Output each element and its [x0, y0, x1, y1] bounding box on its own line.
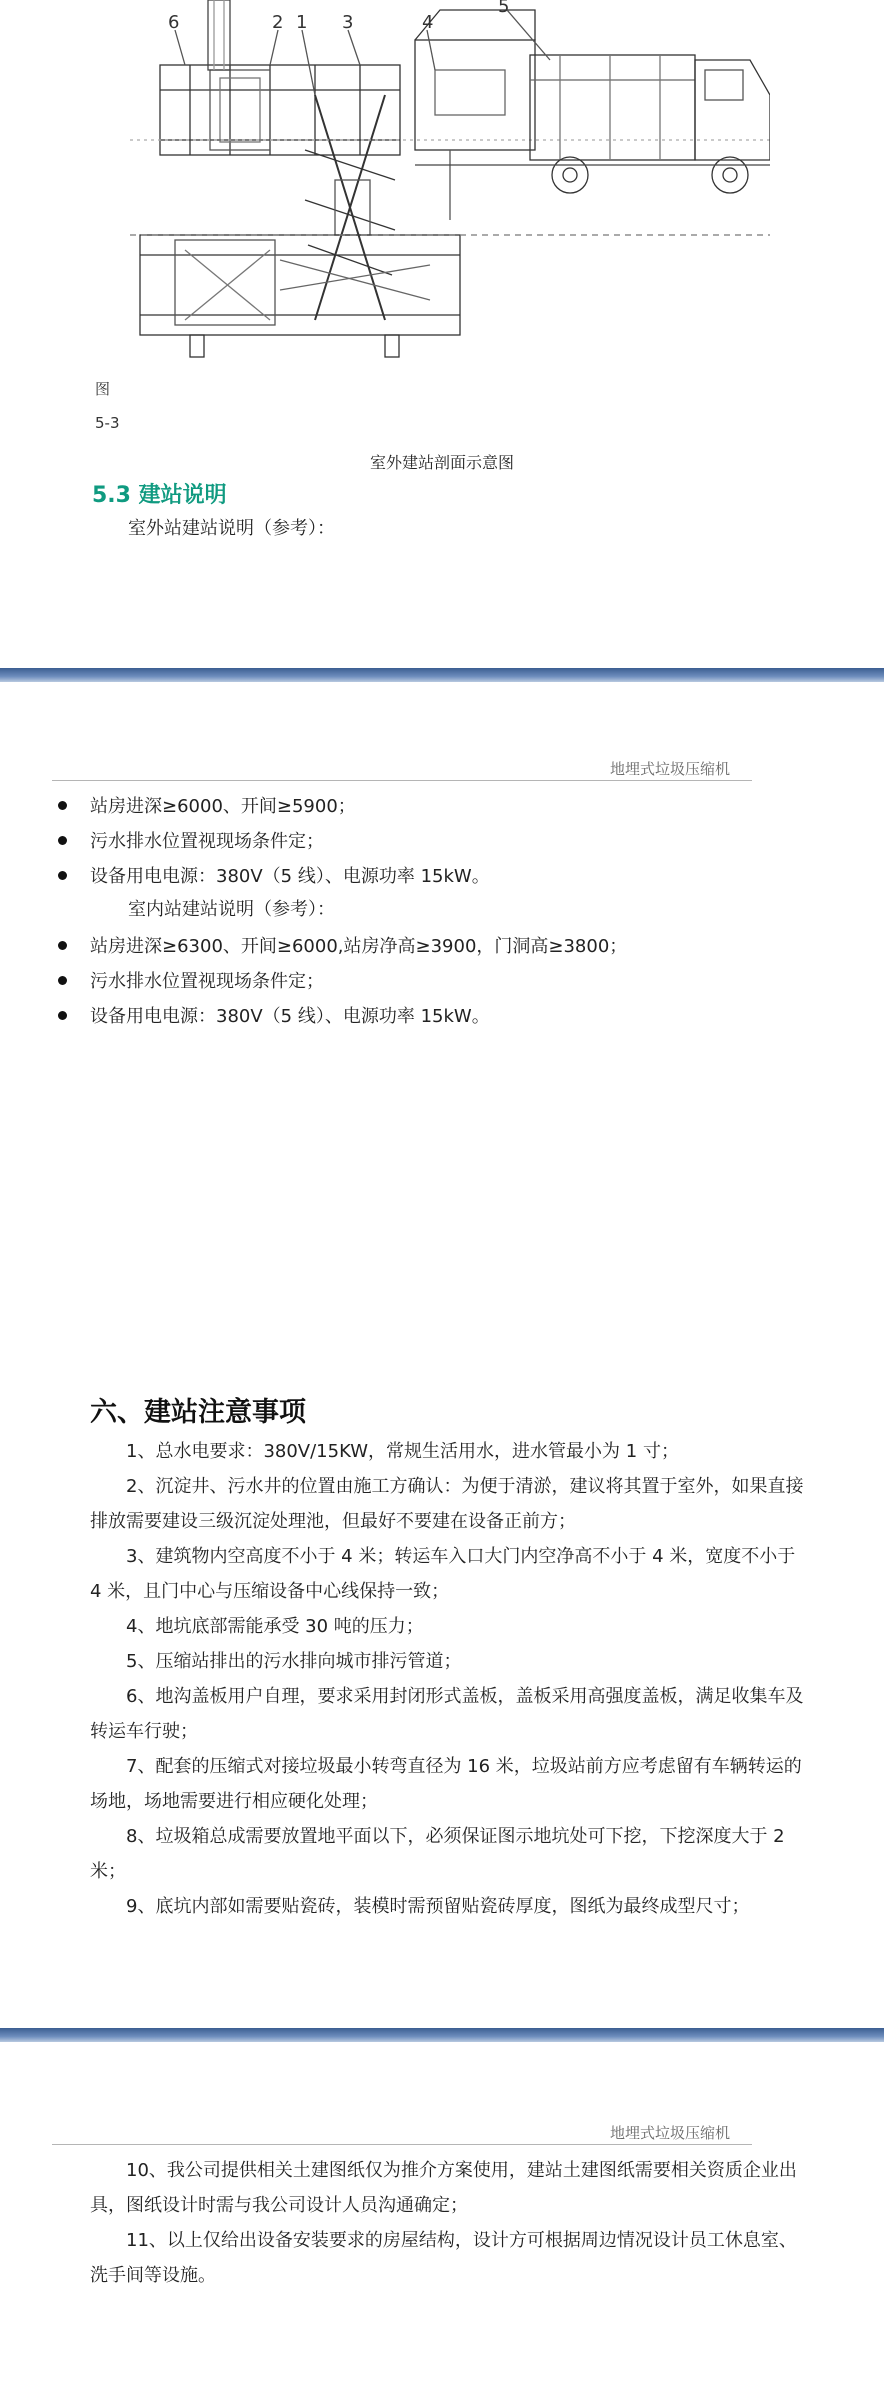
figure-label-1: 1: [296, 12, 308, 33]
notice-item: 3、建筑物内空高度不小于 4 米；转运车入口大门内空净高不小于 4 米，宽度不小于 4 米，且门中心与压缩设备中心线保持一致；: [90, 1546, 796, 1602]
indoor-bullet-item: 污水排水位置视现场条件定；: [90, 971, 324, 992]
notice-item: 7、配套的压缩式对接垃圾最小转弯直径为 16 米，垃圾站前方应考虑留有车辆转运的场地，场地需要进行相应硬化处理；: [90, 1756, 802, 1812]
notice-item: 2、沉淀井、污水井的位置由施工方确认：为便于清淤，建议将其置于室外，如果直接排放需要建设三级沉淀处理池，但最好不要建在设备正前方；: [90, 1476, 804, 1532]
figure-caption-title: 室外建站剖面示意图: [369, 453, 514, 472]
bullet-icon: [58, 976, 67, 985]
bullet-icon: [58, 871, 67, 880]
notice-item: 9、底坑内部如需要贴瓷砖，装模时需预留贴瓷砖厚度，图纸为最终成型尺寸；: [126, 1896, 750, 1917]
outdoor-station-intro: 室外站建站说明（参考）：: [128, 518, 335, 539]
page-header-title: 地埋式垃圾压缩机: [610, 760, 731, 778]
notice-item: 10、我公司提供相关土建图纸仅为推介方案使用，建站土建图纸需要相关资质企业出具，图纸设计时需与我公司设计人员沟通确定；: [90, 2160, 797, 2216]
page-break-band: [0, 668, 884, 682]
notice-item: 4、地坑底部需能承受 30 吨的压力；: [126, 1616, 424, 1637]
station-section-diagram: [130, 0, 770, 375]
outdoor-bullet-item: 站房进深≥6000、开间≥5900；: [90, 796, 356, 817]
notice-item: 5、压缩站排出的污水排向城市排污管道；: [126, 1651, 462, 1672]
notice-item: 8、垃圾箱总成需要放置地平面以下，必须保证图示地坑处可下挖，下挖深度大于 2 米；: [90, 1826, 785, 1882]
indoor-bullet-item: 设备用电电源：380V（5 线）、电源功率 15kW。: [90, 1006, 490, 1027]
page-break-band: [0, 2028, 884, 2042]
figure-label-4: 4: [422, 12, 434, 33]
page-header-divider: [52, 780, 752, 781]
section-6-title: 六、建站注意事项: [90, 1397, 306, 1428]
figure-label-6: 6: [168, 12, 180, 33]
bullet-icon: [58, 801, 67, 810]
figure-label-3: 3: [342, 12, 354, 33]
outdoor-bullet-item: 设备用电电源：380V（5 线）、电源功率 15kW。: [90, 866, 490, 887]
bullet-icon: [58, 836, 67, 845]
notice-item: 11、以上仅给出设备安装要求的房屋结构，设计方可根据周边情况设计员工休息室、洗手间等设施。: [90, 2230, 797, 2286]
notice-item: 1、总水电要求：380V/15KW，常规生活用水，进水管最小为 1 寸；: [126, 1441, 679, 1462]
figure-caption-number: 5-3: [95, 414, 120, 432]
figure-caption-prefix: 图: [95, 380, 111, 398]
indoor-station-intro: 室内站建站说明（参考）：: [128, 899, 335, 920]
notice-item: 6、地沟盖板用户自理，要求采用封闭形式盖板，盖板采用高强度盖板，满足收集车及转运车行驶；: [90, 1686, 804, 1742]
outdoor-bullet-item: 污水排水位置视现场条件定；: [90, 831, 324, 852]
page-header-divider: [52, 2144, 752, 2145]
section-5-3-title: 5.3 建站说明: [92, 483, 227, 508]
bullet-icon: [58, 941, 67, 950]
figure-label-5: 5: [498, 0, 510, 17]
figure-label-2: 2: [272, 12, 284, 33]
bullet-icon: [58, 1011, 67, 1020]
page-header-title: 地埋式垃圾压缩机: [610, 2124, 731, 2142]
indoor-bullet-item: 站房进深≥6300、开间≥6000,站房净高≥3900，门洞高≥3800；: [90, 936, 628, 957]
